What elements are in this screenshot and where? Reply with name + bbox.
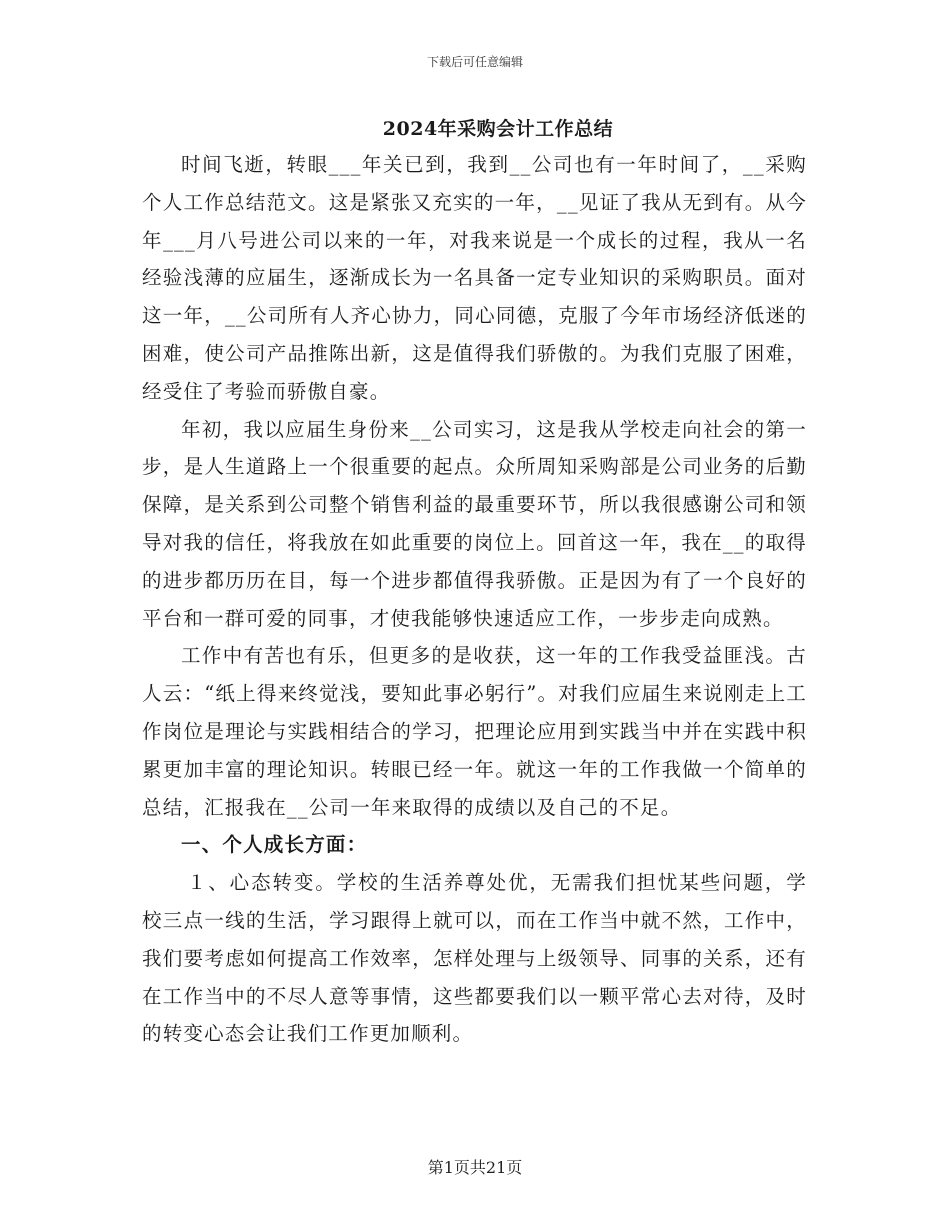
section-heading: 一、个人成长方面： [181, 833, 368, 857]
document-title: 2024年采购会计工作总结 [382, 118, 614, 140]
paragraph-2: 年初，我以应届生身份来__公司实习，这是我从学校走向社会的第一步，是人生道路上一个很重要的起点。众所周知采购部是公司业务的后勤保障，是关系到公司整个销售利益的最重要环节，所以我很感谢公司和领导对我的信任，将我放在如此重要的岗位上。回首这一年，我在__的取得的进步都历历在目，每一个进步都值得我骄傲。正是因为有了一个良好的平台和一群可爱的同事，才使我能够快速适应工作，一步步走向成熟。 [142, 417, 807, 630]
list-item-1: １、心态转变。学校的生活养尊处优，无需我们担忧某些问题，学校三点一线的生活，学习跟得上就可以，而在工作当中就不然，工作中，我们要考虑如何提高工作效率，怎样处理与上级领导、同事的关系，还有在工作当中的不尽人意等事情，这些都要我们以一颗平常心去对待，及时的转变心态会让我们工作更加顺利。 [142, 871, 807, 1046]
paragraph-1: 时间飞逝，转眼___年关已到，我到__公司也有一年时间了，__采购个人工作总结范文。这是紧张又充实的一年，__见证了我从无到有。从今年___月八号进公司以来的一年，对我来说是一个成长的过程，我从一名经验浅薄的应届生，逐渐成长为一名具备一定专业知识的采购职员。面对这一年，__公司所有人齐心协力，同心同德，克服了今年市场经济低迷的困难，使公司产品推陈出新，这是值得我们骄傲的。为我们克服了困难，经受住了考验而骄傲自豪。 [142, 153, 807, 403]
page-number: 第1页共21页 [427, 1158, 523, 1177]
page-header-note: 下载后可任意编辑 [426, 55, 523, 69]
paragraph-3: 工作中有苦也有乐，但更多的是收获，这一年的工作我受益匪浅。古人云：“纸上得来终觉浅，要知此事必躬行”。对我们应届生来说刚走上工作岗位是理论与实践相结合的学习，把理论应用到实践当中并在实践中积累更加丰富的理论知识。转眼已经一年。就这一年的工作我做一个简单的总结，汇报我在__公司一年来取得的成绩以及自己的不足。 [142, 644, 807, 819]
document-body [142, 146, 807, 1053]
